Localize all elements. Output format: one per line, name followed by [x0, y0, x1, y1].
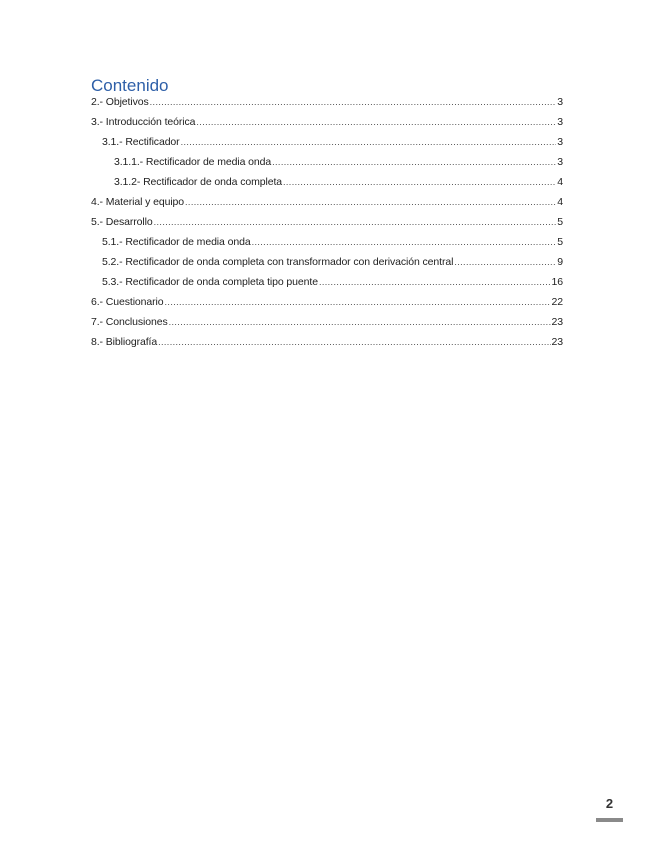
toc-entry-label: 2.- Objetivos [91, 96, 149, 108]
toc-entry-page: 3 [557, 116, 563, 128]
toc-entry-label: 3.- Introducción teórica [91, 116, 196, 128]
toc-entry-label: 6.- Cuestionario [91, 296, 164, 308]
toc-entry-page: 3 [557, 96, 563, 108]
toc-entry-page: 3 [557, 136, 563, 148]
toc-leader-dots [454, 257, 556, 267]
toc-entry-label: 3.1.- Rectificador [102, 136, 180, 148]
toc-entry-label: 5.2.- Rectificador de onda completa con transformador con derivación central [102, 256, 454, 268]
toc-leader-dots [158, 337, 550, 347]
toc-leader-dots [165, 297, 551, 307]
toc-leader-dots [272, 157, 556, 167]
toc-entry-label: 3.1.1.- Rectificador de media onda [114, 156, 272, 168]
toc-entry[interactable] [91, 336, 563, 356]
toc-entry[interactable] [91, 296, 563, 316]
toc-entry-label: 7.- Conclusiones [91, 316, 168, 328]
toc-entry[interactable] [91, 276, 563, 296]
toc-entry[interactable] [91, 256, 563, 276]
toc-entry-label: 5.- Desarrollo [91, 216, 153, 228]
toc-entry[interactable] [91, 216, 563, 236]
toc-entry-page: 3 [557, 156, 563, 168]
toc-entry-label: 5.3.- Rectificador de onda completa tipo puente [102, 276, 318, 288]
toc-entry[interactable] [91, 196, 563, 216]
toc-entry-page: 23 [551, 336, 563, 348]
toc-entry-label: 3.1.2- Rectificador de onda completa [114, 176, 282, 188]
toc-leader-dots [154, 217, 557, 227]
toc-entry[interactable] [91, 236, 563, 256]
toc-leader-dots [185, 197, 556, 207]
toc-entry-label: 5.1.- Rectificador de media onda [102, 236, 251, 248]
table-of-contents [91, 96, 563, 356]
toc-leader-dots [252, 237, 557, 247]
toc-entry-label: 4.- Material y equipo [91, 196, 185, 208]
toc-entry-label: 8.- Bibliografía [91, 336, 158, 348]
toc-entry-page: 4 [557, 196, 563, 208]
toc-leader-dots [319, 277, 551, 287]
toc-entry-page: 22 [551, 296, 563, 308]
toc-entry-page: 5 [557, 236, 563, 248]
toc-entry[interactable] [91, 156, 563, 176]
page-number: 2 [605, 796, 614, 811]
page-number-rule [596, 818, 623, 822]
toc-entry-page: 16 [551, 276, 563, 288]
toc-leader-dots [169, 317, 551, 327]
toc-title: Contenido [91, 76, 169, 95]
toc-entry[interactable] [91, 316, 563, 336]
toc-entry[interactable] [91, 176, 563, 196]
toc-entry[interactable] [91, 96, 563, 116]
toc-entry-page: 23 [551, 316, 563, 328]
toc-entry-page: 5 [557, 216, 563, 228]
toc-leader-dots [283, 177, 556, 187]
toc-entry-page: 4 [557, 176, 563, 188]
toc-entry[interactable] [91, 136, 563, 156]
toc-entry-page: 9 [557, 256, 563, 268]
toc-leader-dots [196, 117, 556, 127]
toc-entry[interactable] [91, 116, 563, 136]
toc-leader-dots [181, 137, 557, 147]
toc-leader-dots [150, 97, 557, 107]
